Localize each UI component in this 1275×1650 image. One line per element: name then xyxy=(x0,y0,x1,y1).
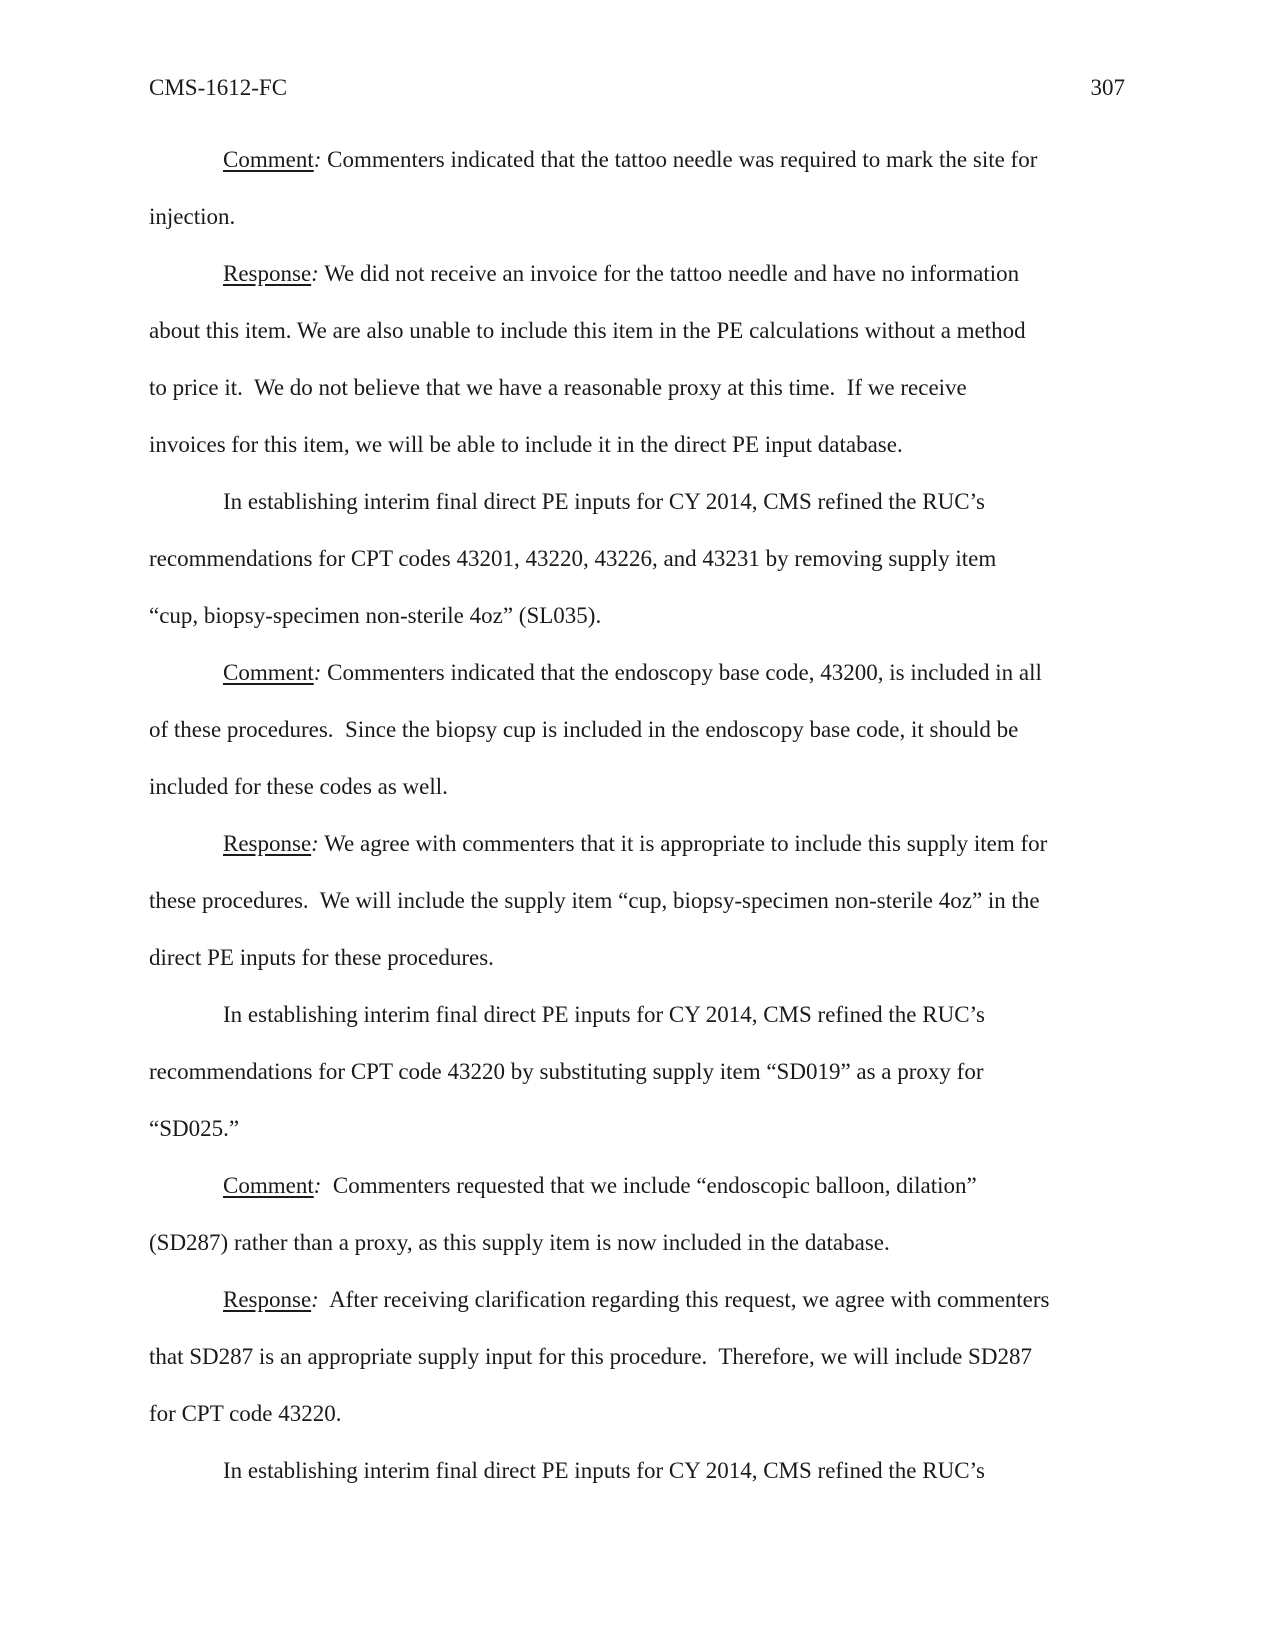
line-text: for CPT code 43220. xyxy=(149,1401,342,1426)
comment-paragraph xyxy=(149,131,1129,245)
paragraph-label: Response xyxy=(223,831,312,856)
paragraph-label: Comment xyxy=(223,1173,314,1198)
text-line: Response: We did not receive an invoice for the tattoo needle and have no information xyxy=(223,261,1020,286)
line-text: about this item. We are also unable to include this item in the PE calculations without a method xyxy=(149,318,1026,343)
line-text: Commenters indicated that the tattoo needle was required to mark the site for xyxy=(327,147,1038,172)
text-line xyxy=(149,1328,1129,1385)
paragraph-label: Comment xyxy=(223,147,314,172)
line-text: that SD287 is an appropriate supply input for this procedure. Therefore, we will include SD287 xyxy=(149,1344,1032,1369)
text-paragraph xyxy=(149,986,1129,1157)
text-line xyxy=(149,758,1129,815)
text-line xyxy=(149,530,1129,587)
text-line xyxy=(149,416,1129,473)
text-line xyxy=(149,1214,1129,1271)
text-line xyxy=(149,188,1129,245)
text-line xyxy=(149,473,1129,530)
document-body xyxy=(149,131,1129,1499)
text-line xyxy=(149,359,1129,416)
text-line: Comment: Commenters requested that we include “endoscopic balloon, dilation” xyxy=(223,1173,977,1198)
text-line xyxy=(149,587,1129,644)
text-paragraph xyxy=(149,473,1129,644)
paragraph-label: Comment xyxy=(223,660,314,685)
response-paragraph xyxy=(149,815,1129,986)
document-id: CMS-1612-FC xyxy=(149,75,288,100)
line-text: “cup, biopsy-specimen non-sterile 4oz” (SL035). xyxy=(149,603,602,628)
line-text: We agree with commenters that it is appropriate to include this supply item for xyxy=(324,831,1048,856)
paragraph-label: Response xyxy=(223,261,312,286)
comment-paragraph xyxy=(149,1157,1129,1271)
text-line xyxy=(149,302,1129,359)
text-line: Response: After receiving clarification regarding this request, we agree with commenters xyxy=(223,1287,1050,1312)
line-text: In establishing interim final direct PE inputs for CY 2014, CMS refined the RUC’s xyxy=(223,489,985,514)
line-text: of these procedures. Since the biopsy cup is included in the endoscopy base code, it should be xyxy=(149,717,1019,742)
text-line: Comment: Commenters indicated that the tattoo needle was required to mark the site for xyxy=(223,147,1038,172)
comment-paragraph xyxy=(149,644,1129,815)
page-number: 307 xyxy=(1090,75,1125,100)
response-paragraph xyxy=(149,1271,1129,1442)
text-line xyxy=(149,1442,1129,1499)
text-line xyxy=(149,872,1129,929)
line-text: direct PE inputs for these procedures. xyxy=(149,945,494,970)
text-line xyxy=(149,1385,1129,1442)
response-paragraph xyxy=(149,245,1129,473)
line-text: recommendations for CPT code 43220 by substituting supply item “SD019” as a proxy for xyxy=(149,1059,984,1084)
line-text: included for these codes as well. xyxy=(149,774,448,799)
line-text: recommendations for CPT codes 43201, 43220, 43226, and 43231 by removing supply item xyxy=(149,546,997,571)
text-line xyxy=(149,986,1129,1043)
text-line xyxy=(149,1100,1129,1157)
line-text: Commenters indicated that the endoscopy base code, 43200, is included in all xyxy=(327,660,1042,685)
text-line xyxy=(149,701,1129,758)
paragraph-label: Response xyxy=(223,1287,312,1312)
text-line: Comment: Commenters indicated that the endoscopy base code, 43200, is included in all xyxy=(223,660,1042,685)
line-text: In establishing interim final direct PE inputs for CY 2014, CMS refined the RUC’s xyxy=(223,1458,985,1483)
line-text: injection. xyxy=(149,204,236,229)
text-paragraph xyxy=(149,1442,1129,1499)
line-text: In establishing interim final direct PE inputs for CY 2014, CMS refined the RUC’s xyxy=(223,1002,985,1027)
line-text: these procedures. We will include the supply item “cup, biopsy-specimen non-sterile 4oz” in the xyxy=(149,888,1040,913)
line-text: (SD287) rather than a proxy, as this supply item is now included in the database. xyxy=(149,1230,890,1255)
line-text: After receiving clarification regarding this request, we agree with commenters xyxy=(324,1287,1050,1312)
line-text: Commenters requested that we include “endoscopic balloon, dilation” xyxy=(327,1173,977,1198)
text-line xyxy=(149,929,1129,986)
line-text: “SD025.” xyxy=(149,1116,240,1141)
line-text: invoices for this item, we will be able to include it in the direct PE input database. xyxy=(149,432,903,457)
line-text: to price it. We do not believe that we have a reasonable proxy at this time. If we receive xyxy=(149,375,967,400)
text-line xyxy=(149,1043,1129,1100)
line-text: We did not receive an invoice for the tattoo needle and have no information xyxy=(324,261,1020,286)
text-line: Response: We agree with commenters that it is appropriate to include this supply item for xyxy=(223,831,1048,856)
